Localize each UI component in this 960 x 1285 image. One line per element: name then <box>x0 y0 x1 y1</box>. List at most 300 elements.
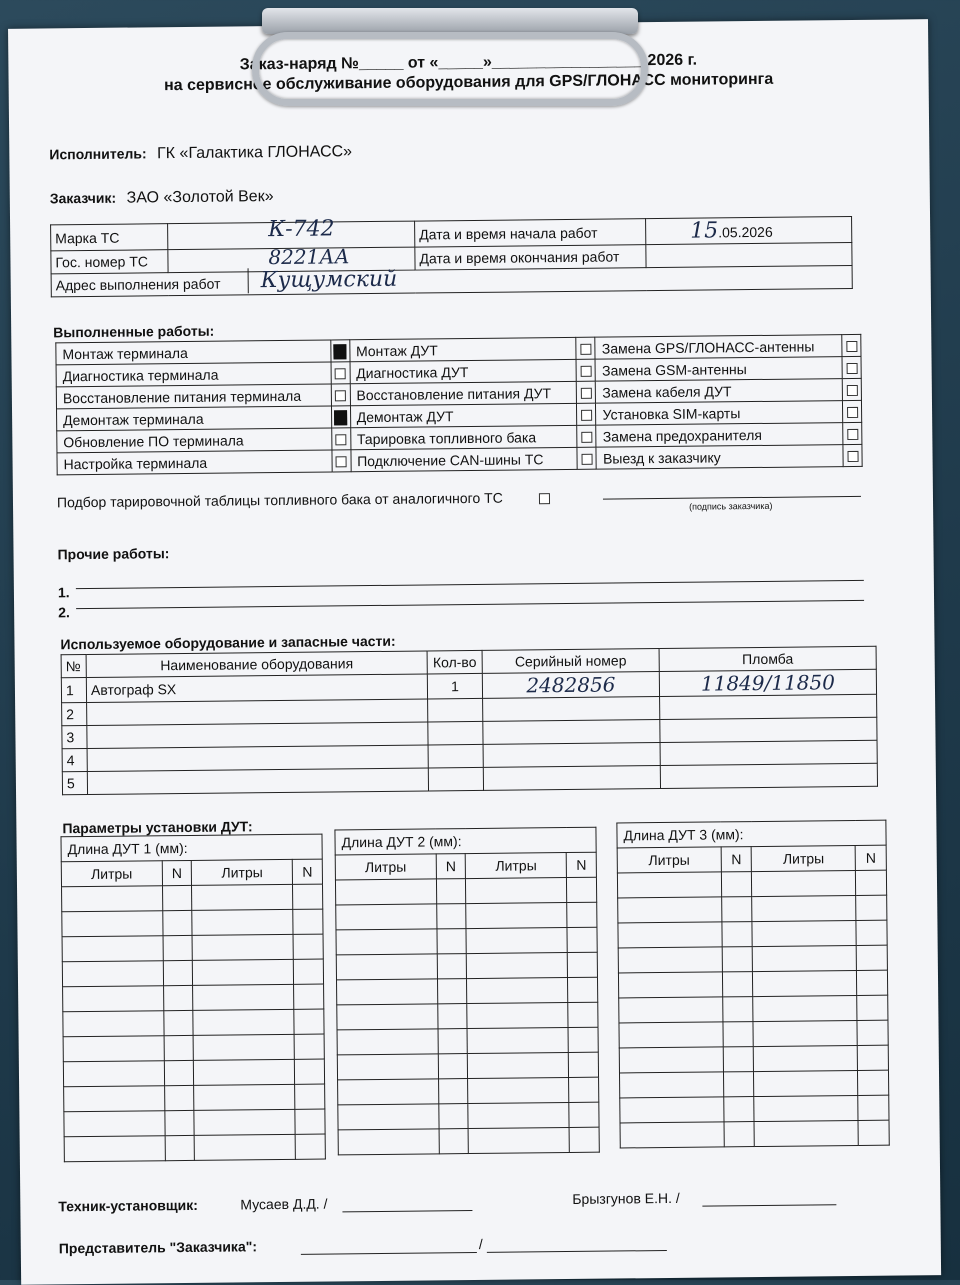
equipment-seal: 11849/11850 <box>659 669 876 696</box>
work-label: Замена предохранителя <box>596 423 843 448</box>
dut-cell[interactable] <box>856 945 887 970</box>
dut-col-header: N <box>292 859 322 884</box>
dut-row <box>62 909 323 937</box>
dut-cell[interactable] <box>64 1111 165 1137</box>
brand-value: К-742 <box>268 216 335 243</box>
dut-length-label: Длина ДУТ 2 (мм): <box>335 827 596 855</box>
dut-row <box>64 1134 325 1162</box>
dut-cell[interactable] <box>164 1085 194 1110</box>
dut-cell[interactable] <box>722 997 753 1022</box>
dut-row <box>336 952 597 980</box>
dut-cell[interactable] <box>567 902 597 927</box>
dut-cell[interactable] <box>338 1079 439 1105</box>
executor-label: Исполнитель: <box>49 145 147 163</box>
dut-cell[interactable] <box>568 1052 598 1077</box>
dut-cell[interactable] <box>437 1004 467 1029</box>
dut-cell[interactable] <box>63 1036 164 1062</box>
dut-row <box>619 1020 888 1048</box>
dut-cell[interactable] <box>63 1011 164 1037</box>
dut-cell[interactable] <box>466 928 567 954</box>
dut-cell[interactable] <box>195 1134 296 1160</box>
plate-label: Гос. номер ТС <box>51 250 168 274</box>
dut-cell[interactable] <box>618 897 722 923</box>
unchecked-box-icon[interactable] <box>581 432 592 443</box>
dut-cell[interactable] <box>294 984 324 1009</box>
checked-box-icon[interactable] <box>333 344 346 359</box>
dut-cell[interactable] <box>293 934 323 959</box>
dut-col-header: Литры <box>617 847 721 873</box>
dut-cell[interactable] <box>721 897 752 922</box>
dut-cell[interactable] <box>468 1103 569 1129</box>
dut-cell[interactable] <box>857 1045 888 1070</box>
dut-row <box>618 895 887 923</box>
start-day: 15 <box>690 218 719 244</box>
dut-cell[interactable] <box>63 986 164 1012</box>
dut-col-header: N <box>436 854 466 879</box>
unchecked-box-icon[interactable] <box>846 363 857 374</box>
dut-cell[interactable] <box>468 1078 569 1104</box>
work-label: Восстановление питания ДУТ <box>350 381 577 405</box>
dut-cell[interactable] <box>754 1070 858 1096</box>
equipment-qty: 1 <box>427 673 482 699</box>
dut-cell[interactable] <box>438 1054 468 1079</box>
dut-cell[interactable] <box>618 947 722 973</box>
dut-cell[interactable] <box>437 929 467 954</box>
dut-cell[interactable] <box>337 1004 438 1030</box>
equipment-serial <box>483 720 660 745</box>
order-subtitle: на сервисное обслуживание оборудования для GPS/ГЛОНАСС мониторинга <box>163 70 774 95</box>
equipment-num: 2 <box>62 703 87 726</box>
dut-row <box>338 1102 599 1130</box>
work-checkbox-cell <box>842 400 861 422</box>
dut-cell[interactable] <box>62 911 163 937</box>
equipment-qty <box>428 744 483 768</box>
dut-cell[interactable] <box>163 960 193 985</box>
dut-cell[interactable] <box>620 1097 724 1123</box>
dut-cell[interactable] <box>467 953 568 979</box>
dut-cell[interactable] <box>295 1084 325 1109</box>
dut-cell[interactable] <box>753 970 857 996</box>
dut-row <box>618 970 887 998</box>
dut-cell[interactable] <box>336 954 437 980</box>
dut-cell[interactable] <box>567 927 597 952</box>
tariff-sign-caption: (подпись заказчика) <box>689 500 773 512</box>
tariff-checkbox[interactable] <box>539 493 550 504</box>
work-label: Замена GPS/ГЛОНАСС-антенны <box>595 335 842 360</box>
other-line-2[interactable] <box>76 600 864 609</box>
work-checkbox-cell <box>332 450 351 472</box>
dut-cell[interactable] <box>192 934 293 960</box>
work-checkbox-cell <box>843 444 862 466</box>
work-checkbox-cell <box>576 359 595 381</box>
dut-row <box>335 877 596 905</box>
dut-cell[interactable] <box>619 997 723 1023</box>
address-value: Кущумский <box>248 267 398 294</box>
tariff-sign-line <box>603 496 861 500</box>
start-cell <box>646 216 852 244</box>
dut-cell[interactable] <box>165 1110 195 1135</box>
unchecked-box-icon[interactable] <box>581 454 592 465</box>
work-label: Монтаж терминала <box>56 340 331 365</box>
dut-cell[interactable] <box>569 1077 599 1102</box>
dut-cell[interactable] <box>294 1034 324 1059</box>
dut-row <box>63 1009 324 1037</box>
work-checkbox-cell <box>331 362 350 384</box>
dut-row <box>337 977 598 1005</box>
dut-cell[interactable] <box>193 1009 294 1035</box>
dut-cell[interactable] <box>62 961 163 987</box>
equipment-num: 5 <box>62 772 87 795</box>
works-table <box>55 334 862 475</box>
dut-cell[interactable] <box>335 879 436 905</box>
executor-value: ГК «Галактика ГЛОНАСС» <box>156 143 353 163</box>
clip-bar <box>262 8 638 34</box>
end-label: Дата и время окончания работ <box>415 245 646 270</box>
start-date-rest: .05.2026 <box>718 223 773 241</box>
dut-cell[interactable] <box>436 879 466 904</box>
dut-cell[interactable] <box>295 1109 325 1134</box>
dut-cell[interactable] <box>467 978 568 1004</box>
eq-header-num: № <box>61 655 86 678</box>
plate-value: 8221АА <box>268 244 350 270</box>
work-checkbox-cell <box>331 428 350 450</box>
work-checkbox-cell <box>842 378 861 400</box>
work-checkbox-cell <box>576 337 595 359</box>
dut-cell[interactable] <box>163 935 193 960</box>
equipment-qty <box>428 767 483 791</box>
dut-cell[interactable] <box>439 1129 469 1154</box>
dut-cell[interactable] <box>293 909 323 934</box>
dut-cell[interactable] <box>338 1104 439 1130</box>
equipment-seal <box>660 694 877 719</box>
dut-col-header: Литры <box>466 853 567 879</box>
equipment-title: Используемое оборудование и запасные части: <box>60 632 396 653</box>
dut-cell[interactable] <box>567 952 597 977</box>
dut-cell[interactable] <box>858 1070 889 1095</box>
work-checkbox-cell <box>577 403 596 425</box>
dut-cell[interactable] <box>336 929 437 955</box>
dut-cell[interactable] <box>437 954 467 979</box>
dut-cell[interactable] <box>569 1102 599 1127</box>
unchecked-box-icon[interactable] <box>335 435 346 446</box>
dut-cell[interactable] <box>294 1059 324 1084</box>
dut-cell[interactable] <box>754 1095 858 1121</box>
dut-cell[interactable] <box>162 910 192 935</box>
other-works-title: Прочие работы: <box>57 545 170 563</box>
work-label: Выезд к заказчику <box>596 445 843 470</box>
dut-cell[interactable] <box>722 972 753 997</box>
work-checkbox-cell <box>842 356 861 378</box>
dut-cell[interactable] <box>619 1022 723 1048</box>
equipment-num: 1 <box>61 678 86 703</box>
dut-cell[interactable] <box>721 872 752 897</box>
unchecked-box-icon[interactable] <box>847 407 858 418</box>
dut-cell[interactable] <box>438 1029 468 1054</box>
dut-cell[interactable] <box>438 1104 468 1129</box>
dut-cell[interactable] <box>753 1020 857 1046</box>
dut-row <box>336 902 597 930</box>
dut-cell[interactable] <box>467 1028 568 1054</box>
checked-box-icon[interactable] <box>334 410 347 425</box>
unchecked-box-icon[interactable] <box>335 369 346 380</box>
dut-cell[interactable] <box>619 1047 723 1073</box>
dut-cell[interactable] <box>617 872 721 898</box>
dut-col-header: N <box>721 847 752 872</box>
dut-cell[interactable] <box>192 884 293 910</box>
dut-title: Параметры установки ДУТ: <box>62 818 253 837</box>
dut-row <box>63 984 324 1012</box>
equipment-serial <box>483 697 660 722</box>
work-label: Диагностика терминала <box>56 362 331 387</box>
dut-cell[interactable] <box>164 1060 194 1085</box>
dut-table-1 <box>60 834 325 1163</box>
dut-cell[interactable] <box>467 1003 568 1029</box>
tech1-name: Мусаев Д.Д. / <box>240 1195 328 1213</box>
eq-header-name: Наименование оборудования <box>86 651 427 678</box>
dut-table-2 <box>334 827 599 1156</box>
dut-cell[interactable] <box>469 1128 570 1154</box>
dut-cell[interactable] <box>569 1127 599 1152</box>
work-checkbox-cell <box>577 381 596 403</box>
dut-row <box>618 920 887 948</box>
equipment-table <box>61 646 878 796</box>
dut-cell[interactable] <box>753 995 857 1021</box>
dut-cell[interactable] <box>858 1120 889 1145</box>
other-line-1-label: 1. <box>57 584 70 601</box>
tariff-label: Подбор тарировочной таблицы топливного бака от аналогичного ТС <box>56 489 503 511</box>
equipment-serial <box>483 743 660 768</box>
dut-cell[interactable] <box>618 922 722 948</box>
dut-cell[interactable] <box>723 1022 754 1047</box>
dut-row <box>619 1070 888 1098</box>
vehicle-table <box>50 216 853 297</box>
address-label: Адрес выполнения работ <box>55 275 221 294</box>
eq-header-qty: Кол-во <box>427 650 482 674</box>
dut-cell[interactable] <box>194 1084 295 1110</box>
dut-cell[interactable] <box>63 1061 164 1087</box>
work-label: Замена кабеля ДУТ <box>596 379 843 404</box>
equipment-name: Автограф SX <box>86 674 427 703</box>
dut-cell[interactable] <box>468 1053 569 1079</box>
dut-cell[interactable] <box>165 1135 195 1160</box>
work-label: Восстановление питания терминала <box>56 384 331 409</box>
dut-cell[interactable] <box>568 1027 598 1052</box>
dut-col-header: N <box>162 860 192 885</box>
dut-cell[interactable] <box>293 884 323 909</box>
dut-cell[interactable] <box>752 870 856 896</box>
dut-cell[interactable] <box>722 922 753 947</box>
dut-cell[interactable] <box>723 1097 754 1122</box>
rep-sign-line-1[interactable] <box>301 1252 477 1255</box>
dut-cell[interactable] <box>466 903 567 929</box>
dut-cell[interactable] <box>568 977 598 1002</box>
dut-col-header: N <box>855 845 886 870</box>
unchecked-box-icon[interactable] <box>581 366 592 377</box>
unchecked-box-icon[interactable] <box>847 451 858 462</box>
dut-cell[interactable] <box>723 1072 754 1097</box>
work-checkbox-cell <box>843 422 862 444</box>
dut-cell[interactable] <box>338 1129 439 1155</box>
rep-label: Представитель "Заказчика": <box>58 1238 258 1257</box>
dut-row <box>620 1095 889 1123</box>
dut-cell[interactable] <box>193 984 294 1010</box>
dut-cell[interactable] <box>856 895 887 920</box>
dut-cell[interactable] <box>163 985 193 1010</box>
equipment-seal <box>660 717 877 742</box>
dut-cell[interactable] <box>724 1122 755 1147</box>
dut-length-label: Длина ДУТ 1 (мм): <box>61 834 322 862</box>
dut-cell[interactable] <box>64 1136 165 1162</box>
rep-sign-line-2[interactable] <box>487 1250 667 1253</box>
dut-cell[interactable] <box>619 1072 723 1098</box>
dut-cell[interactable] <box>752 895 856 921</box>
work-label: Диагностика ДУТ <box>350 359 577 383</box>
dut-cell[interactable] <box>858 1095 889 1120</box>
brand-label: Марка ТС <box>51 224 168 251</box>
dut-row <box>617 870 886 898</box>
dut-cell[interactable] <box>753 945 857 971</box>
clipboard-clip <box>250 8 650 108</box>
dut-cell[interactable] <box>193 959 294 985</box>
dut-cell[interactable] <box>337 1029 438 1055</box>
dut-cell[interactable] <box>194 1034 295 1060</box>
work-label: Замена GSM-антенны <box>595 357 842 382</box>
order-title: Заказ-наряд №_____ от «_____»_________________ 2026 г. <box>239 51 698 74</box>
dut-cell[interactable] <box>752 920 856 946</box>
dut-cell[interactable] <box>856 870 887 895</box>
dut-cell[interactable] <box>438 1079 468 1104</box>
dut-cell[interactable] <box>293 959 323 984</box>
dut-cell[interactable] <box>568 1002 598 1027</box>
dut-row <box>62 934 323 962</box>
dut-cell[interactable] <box>295 1134 325 1159</box>
dut-cell[interactable] <box>164 1035 194 1060</box>
work-label: Установка SIM-карты <box>596 401 843 426</box>
dut-cell[interactable] <box>857 995 888 1020</box>
dut-cell[interactable] <box>754 1120 858 1146</box>
equipment-serial <box>483 766 660 791</box>
dut-cell[interactable] <box>337 1054 438 1080</box>
dut-cell[interactable] <box>336 904 437 930</box>
dut-row <box>338 1077 599 1105</box>
executor-row <box>49 143 352 164</box>
dut-cell[interactable] <box>337 979 438 1005</box>
customer-label: Заказчик: <box>49 189 117 207</box>
tech2-sign-line[interactable] <box>702 1204 836 1206</box>
dut-row <box>618 945 887 973</box>
unchecked-box-icon[interactable] <box>846 385 857 396</box>
unchecked-box-icon[interactable] <box>846 341 857 352</box>
work-label: Обновление ПО терминала <box>57 428 332 453</box>
tech1-sign-line[interactable] <box>342 1210 472 1212</box>
customer-row <box>50 188 274 208</box>
other-line-1[interactable] <box>76 580 864 589</box>
work-checkbox-cell <box>331 384 350 406</box>
unchecked-box-icon[interactable] <box>581 388 592 399</box>
eq-header-serial: Серийный номер <box>482 649 659 674</box>
tech-label: Техник-установщик: <box>58 1196 198 1215</box>
dut-cell[interactable] <box>436 904 466 929</box>
dut-col-header: Литры <box>192 859 293 885</box>
end-value <box>646 242 852 267</box>
dut-cell[interactable] <box>192 909 293 935</box>
rep-sign-slash: / <box>478 1235 483 1252</box>
work-checkbox-cell <box>330 340 349 362</box>
customer-value: ЗАО «Золотой Век» <box>126 188 274 207</box>
other-line-2-label: 2. <box>58 604 70 621</box>
dut-cell[interactable] <box>62 886 163 912</box>
works-title: Выполненные работы: <box>53 322 215 341</box>
dut-cell[interactable] <box>857 1020 888 1045</box>
work-checkbox-cell <box>577 425 596 447</box>
unchecked-box-icon[interactable] <box>581 410 592 421</box>
dut-cell[interactable] <box>754 1045 858 1071</box>
equipment-seal <box>660 740 877 765</box>
dut-row <box>63 1034 324 1062</box>
equipment-name <box>87 768 428 795</box>
dut-col-header: N <box>566 852 596 877</box>
dut-cell[interactable] <box>620 1122 724 1148</box>
dut-row <box>619 995 888 1023</box>
work-label: Тарировка топливного бака <box>350 425 577 449</box>
dut-col-header: Литры <box>335 854 436 880</box>
dut-cell[interactable] <box>722 947 753 972</box>
dut-cell[interactable] <box>856 920 887 945</box>
dut-cell[interactable] <box>194 1109 295 1135</box>
eq-header-seal: Пломба <box>659 646 876 671</box>
equipment-seal <box>660 763 877 788</box>
dut-cell[interactable] <box>857 970 888 995</box>
work-checkbox-cell <box>331 406 350 428</box>
equipment-serial: 2482856 <box>482 672 659 699</box>
start-label: Дата и время начала работ <box>415 219 646 247</box>
unchecked-box-icon[interactable] <box>335 391 346 402</box>
clip-wire <box>252 32 648 106</box>
dut-cell[interactable] <box>723 1047 754 1072</box>
tech2-name: Брызгунов Е.Н. / <box>572 1189 680 1207</box>
equipment-num: 4 <box>62 749 87 772</box>
unchecked-box-icon[interactable] <box>580 344 591 355</box>
dut-table-3 <box>616 820 889 1149</box>
work-order-sheet <box>8 19 941 1285</box>
dut-cell[interactable] <box>437 979 467 1004</box>
dut-cell[interactable] <box>294 1009 324 1034</box>
work-label: Демонтаж ДУТ <box>350 403 577 427</box>
dut-cell[interactable] <box>162 885 192 910</box>
dut-row <box>62 884 323 912</box>
dut-cell[interactable] <box>466 878 567 904</box>
dut-row <box>64 1109 325 1137</box>
dut-cell[interactable] <box>64 1086 165 1112</box>
dut-length-label: Длина ДУТ 3 (мм): <box>617 820 886 848</box>
equipment-num: 3 <box>62 726 87 749</box>
dut-col-header: Литры <box>752 845 856 871</box>
dut-row <box>337 1002 598 1030</box>
dut-row <box>620 1120 889 1148</box>
dut-cell[interactable] <box>618 972 722 998</box>
dut-row <box>62 959 323 987</box>
work-label: Монтаж ДУТ <box>349 337 576 361</box>
equipment-qty <box>428 698 483 722</box>
work-label: Демонтаж терминала <box>57 406 332 431</box>
dut-cell[interactable] <box>567 877 597 902</box>
dut-cell[interactable] <box>163 1010 193 1035</box>
dut-cell[interactable] <box>194 1059 295 1085</box>
dut-cell[interactable] <box>62 936 163 962</box>
unchecked-box-icon[interactable] <box>847 429 858 440</box>
unchecked-box-icon[interactable] <box>336 457 347 468</box>
dut-row <box>337 1027 598 1055</box>
